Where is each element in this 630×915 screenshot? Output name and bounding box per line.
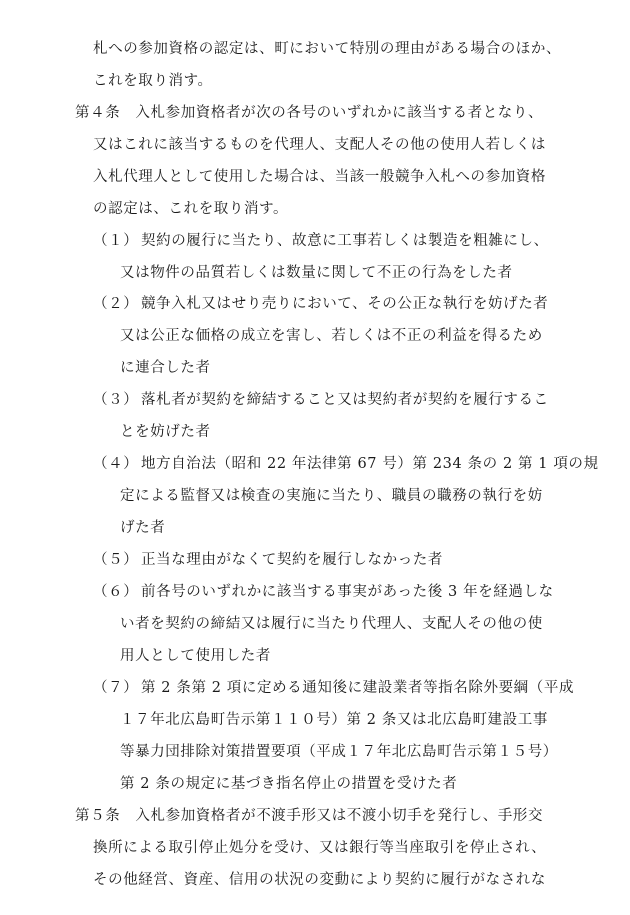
list-item-5: [93, 545, 562, 575]
text-line: 又はこれに該当するものを代理人、支配人その他の使用人若しくは: [93, 137, 546, 153]
item-text: 第 2 条第 2 項に定める通知後に建設業者等指名除外要綱（平成: [141, 680, 575, 696]
text-line: い者を契約の締結又は履行に当たり代理人、支配人その他の使: [120, 616, 543, 632]
text-line: その他経営、資産、信用の状況の変動により契約に履行がなされな: [93, 872, 546, 888]
list-item-4: [93, 449, 599, 479]
text-line: 札への参加資格の認定は、町において特別の理由がある場合のほか、: [93, 41, 562, 57]
article-4-heading-line: 第４条 入札参加資格者が次の各号のいずれかに該当する者となり、: [75, 105, 544, 121]
text-line: 換所による取引停止処分を受け、又は銀行等当座取引を停止され、: [93, 840, 547, 856]
text-line: これを取り消す。: [93, 73, 213, 89]
list-item-1: [93, 226, 562, 256]
item-text: 競争入札又はせり売りにおいて、その公正な執行を妨げた者: [141, 296, 549, 312]
list-item-3: [93, 385, 562, 415]
item-number: （６）: [93, 584, 139, 600]
item-text: 正当な理由がなくて契約を履行しなかった者: [141, 552, 443, 568]
text-line: 用人として使用した者: [120, 648, 271, 664]
item-number: （５）: [93, 552, 139, 568]
list-item-7: [93, 673, 575, 703]
item-text: 契約の履行に当たり、故意に工事若しくは製造を粗雑にし、: [141, 233, 549, 249]
item-number: （３）: [93, 392, 139, 408]
text-line: 第 2 条の規定に基づき指名停止の措置を受けた者: [120, 776, 458, 792]
item-number: （１）: [93, 233, 139, 249]
text-line: 入札代理人として使用した場合は、当該一般競争入札への参加資格: [93, 169, 546, 185]
article-5-heading-line: 第５条 入札参加資格者が不渡手形又は不渡小切手を発行し、手形交: [75, 808, 544, 824]
text-line: 又は公正な価格の成立を害し、若しくは不正の利益を得るため: [120, 328, 543, 344]
item-number: （２）: [93, 296, 139, 312]
text-line: に連合した者: [120, 360, 211, 376]
list-item-2: [93, 289, 562, 319]
item-text: 落札者が契約を締結すること又は契約者が契約を履行するこ: [141, 392, 549, 408]
text-line: の認定は、これを取り消す。: [93, 201, 289, 217]
text-line: 等暴力団排除対策措置要項（平成１７年北広島町告示第１５号）: [120, 744, 558, 760]
item-number: （７）: [93, 680, 139, 696]
item-text: 地方自治法（昭和 22 年法律第 67 号）第 234 条の 2 第 1 項の規: [141, 456, 599, 472]
text-line: 又は物件の品質若しくは数量に関して不正の行為をした者: [120, 265, 513, 281]
list-item-6: [93, 577, 562, 607]
text-line: 定による監督又は検査の実施に当たり、職員の職務の執行を妨: [120, 488, 543, 504]
item-number: （４）: [93, 456, 139, 472]
text-line: げた者: [120, 520, 166, 536]
item-text: 前各号のいずれかに該当する事実があった後 3 年を経過しな: [141, 584, 554, 600]
text-line: とを妨げた者: [120, 424, 211, 440]
text-line: １７年北広島町告示第１１０号）第 2 条又は北広島町建設工事: [120, 712, 548, 728]
